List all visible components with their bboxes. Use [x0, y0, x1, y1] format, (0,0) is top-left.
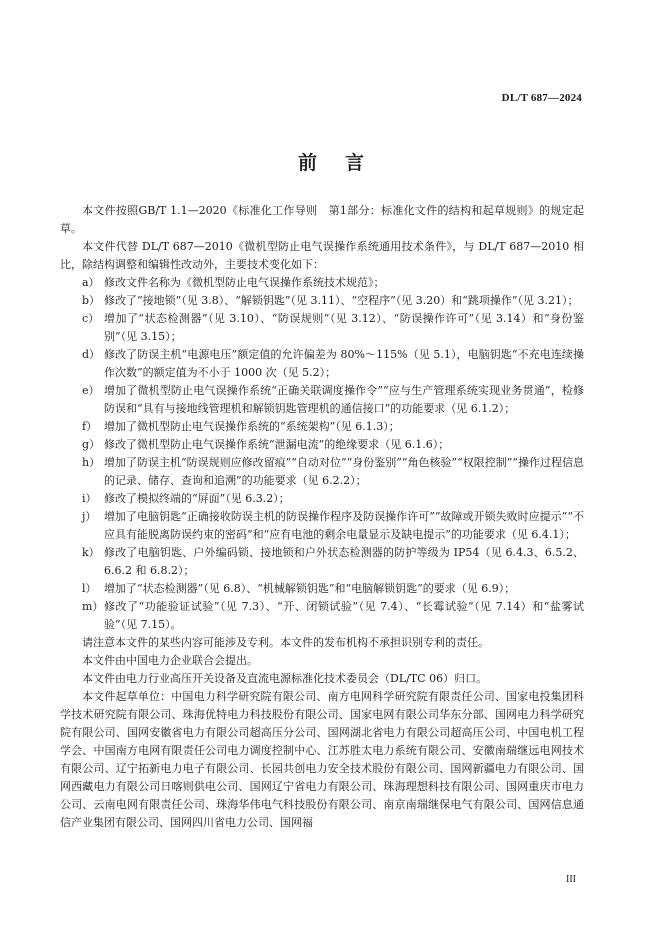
list-item-text: 修改了模拟终端的“屏面”（见 6.3.2）； [104, 492, 290, 505]
list-item-text: 增加了“状态检测器”（见 3.10）、“防误规则”（见 3.12）、“防误操作许可”（见 3.14）和“身份鉴别”（见 3.15）； [104, 312, 584, 343]
paragraph: 本文件按照GB/T 1.1—2020《标准化工作导则 第1部分：标准化文件的结构和起草规则》的规定起草。 [60, 204, 584, 235]
standard-number: DL/T 687—2024 [501, 92, 582, 104]
list-item-text: 增加了微机型防止电气误操作系统“正确关联调度操作令”“应与生产管理系统实现业务贯通”，检修防误和“具有与接地线管理机和解锁钥匙管理机的通信接口”的功能要求（见 6.1.2）； [104, 384, 584, 415]
list-item [60, 436, 584, 454]
list-item [60, 274, 584, 292]
list-item [60, 580, 584, 598]
list-item-text: 修改了“接地锁”（见 3.8）、“解锁钥匙”（见 3.11）、“空程序”（见 3.20）和“跳项操作”（见 3.21）； [104, 294, 579, 307]
list-item-text: 修改了防误主机“电源电压”额定值的允许偏差为 80%～115%（见 5.1），电脑钥匙“不充电连续操作次数”的额定值为不小于 1000 次（见 5.2）； [104, 348, 584, 379]
page-number: III [566, 874, 576, 885]
list-item-label: f） [82, 420, 98, 433]
list-item-label: j） [82, 510, 97, 523]
list-item-label: b） [82, 294, 101, 307]
drafting-units-paragraph: 本文件起草单位：中国电力科学研究院有限公司、南方电网科学研究院有限责任公司、国家电投集团科学技术研究院有限公司、珠海优特电力科技股份有限公司、国家电网有限公司华东分部、国网电力科学研究院有限公司、国网安徽省电力有限公司超高压分公司、国网湖北省电力有限公司超高压公司、中国电机工程学会、中国南方电网有限责任公司电力调度控制中心、江苏胜太电力系统有限公司、安徽南瑞继远电网技术有限公司、辽宁拓新电力电子有限公司、长园共创电力安全技术股份有限公司、国网新疆电力有限公司、国网西藏电力有限公司日喀则供电公司、国网辽宁省电力有限公司、珠海理想科技有限公司、国网重庆市电力公司、云南电网有限责任公司、珠海华伟电气科技股份有限公司、南京南瑞继保电气有限公司、国网信息通信产业集团有限公司、国网四川省电力公司、国网福 [60, 690, 584, 829]
list-item [60, 508, 584, 544]
list-item [60, 346, 584, 382]
list-item-label: e） [82, 384, 100, 397]
list-item-label: g） [82, 438, 101, 451]
list-item-text: 修改了微机型防止电气误操作系统“泄漏电流”的绝缘要求（见 6.1.6）； [104, 438, 450, 451]
list-item-text: 增加了防误主机“防误规则应修改留痕”“自动对位”“身份鉴别”“角色核验”“权限控制”“操作过程信息的记录、储存、查询和追溯”的功能要求（见 6.2.2）； [104, 456, 584, 487]
list-item [60, 490, 584, 508]
list-item [60, 598, 584, 634]
list-item-label: h） [82, 456, 101, 469]
paragraph: 本文件由中国电力企业联合会提出。 [82, 654, 258, 667]
list-item-label: m） [82, 600, 104, 613]
list-item-label: c） [82, 312, 100, 325]
content-body [60, 202, 584, 832]
list-item-label: k） [82, 546, 100, 559]
list-item-text: 增加了电脑钥匙“正确接收防误主机的防误操作程序及防误操作许可”“故障或开锁失败时应提示”“不应具有能脱离防误约束的密码”和“应有电池的剩余电量显示及缺电提示”的功能要求（见 6.4.1）； [104, 510, 584, 541]
list-item [60, 544, 584, 580]
paragraph: 本文件代替 DL/T 687—2010《微机型防止电气误操作系统通用技术条件》，与 DL/T 687—2010 相比，除结构调整和编辑性改动外，主要技术变化如下： [60, 240, 584, 271]
list-item-text: 增加了微机型防止电气误操作系统的“系统架构”（见 6.1.3）； [104, 420, 400, 433]
list-item [60, 454, 584, 490]
list-item-text: 增加了“状态检测器”（见 6.8）、“机械解锁钥匙”和“电脑解锁钥匙”的要求（见 6.9）； [104, 582, 516, 595]
list-item [60, 310, 584, 346]
list-item-label: a） [82, 276, 100, 289]
list-item-text: 修改了电脑钥匙、户外编码锁、接地锁和户外状态检测器的防护等级为 IP54（见 6.4.3、6.5.2、6.6.2 和 6.8.2）； [104, 546, 584, 577]
paragraph: 请注意本文件的某些内容可能涉及专利。本文件的发布机构不承担识别专利的责任。 [82, 636, 489, 649]
list-item [60, 292, 584, 310]
list-item [60, 418, 584, 436]
paragraph: 本文件由电力行业高压开关设备及直流电源标准化技术委员会（DL/TC 06）归口。 [82, 672, 488, 685]
list-item-text: 修改文件名称为《微机型防止电气误操作系统技术规范》； [104, 276, 385, 289]
list-item [60, 382, 584, 418]
list-item-label: d） [82, 348, 101, 361]
list-item-label: l） [82, 582, 97, 595]
page-title: 前言 [297, 152, 392, 174]
list-item-label: i） [82, 492, 97, 505]
list-item-text: 修改了“功能验证试验”（见 7.3）、“开、闭锁试验”（见 7.4）、“长霉试验”（见 7.14）和“盐雾试验”（见 7.15）。 [104, 600, 584, 631]
